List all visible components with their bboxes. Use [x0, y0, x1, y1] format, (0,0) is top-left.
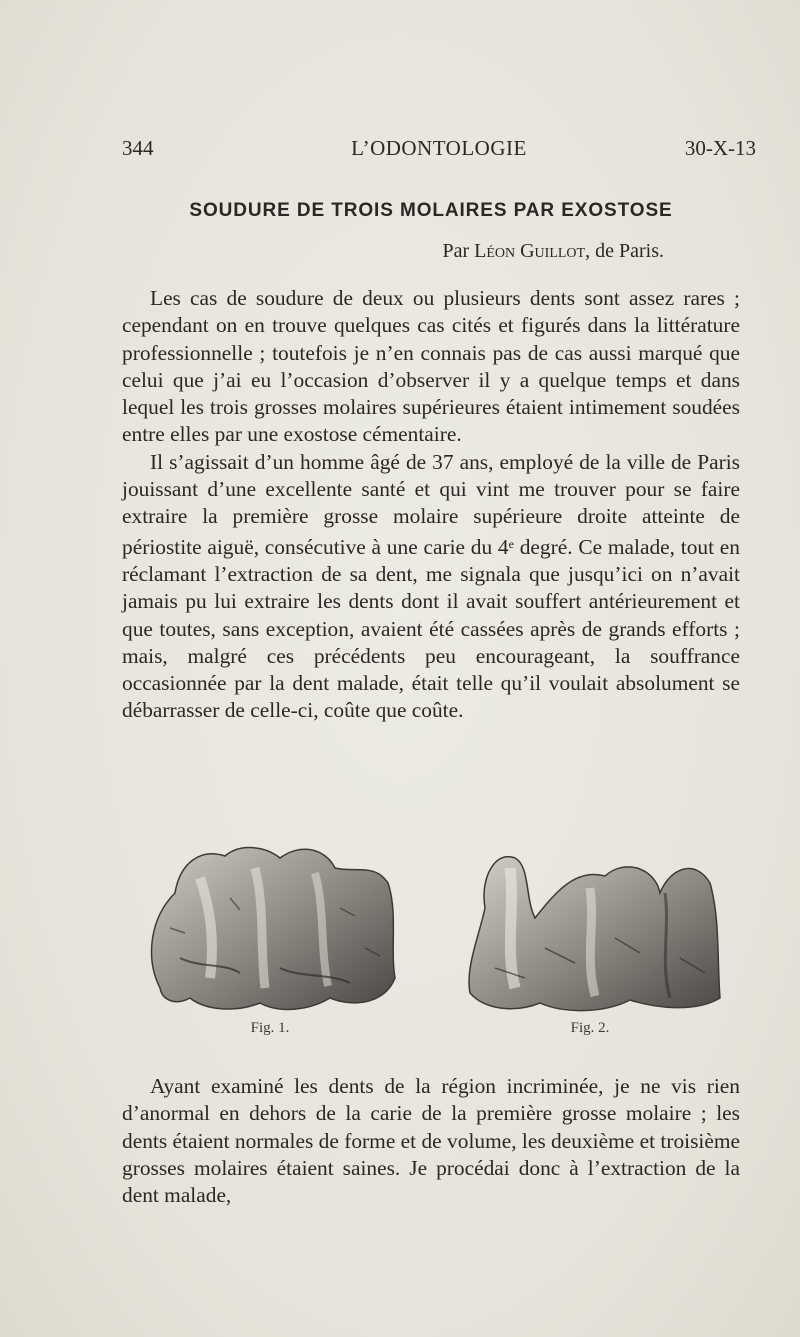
paragraph-3: Ayant examiné les dents de la région incriminée, je ne vis rien d’anormal en dehors de la carie de la première grosse molaire ; les dents étaient normales de forme et de volume, les deuxième et troisième grosses molaires étaient saines. Je procédai donc à l’extraction de la dent malade,: [122, 1074, 740, 1208]
body-text-bottom: [122, 1073, 740, 1209]
figure-2: [455, 838, 725, 1037]
byline: [122, 240, 756, 263]
figure-1: [140, 838, 400, 1037]
article-title: SOUDURE DE TROIS MOLAIRES PAR EXOSTOSE: [189, 200, 673, 221]
journal-title: L’ODONTOLOGIE: [351, 136, 527, 160]
paragraph-1: Les cas de soudure de deux ou plusieurs dents sont assez rares ; cependant on en trouve quelques cas cités et figurés dans la littérature professionnelle ; toutefois je n’en connais pas de cas aussi marqué que celui que j’ai eu l’occasion d’observer il y a quelque temps et dans lequel les trois grosses molaires supérieures étaient intimement soudées entre elles par une exostose cémentaire.: [122, 286, 740, 447]
molar-illustration-1: [140, 838, 400, 1018]
byline-prefix: Par: [442, 240, 470, 262]
author-name: Léon Guillot: [474, 240, 586, 262]
running-head: [122, 136, 756, 166]
paragraph-2-part-a: Il s’agissait d’un homme âgé de 37 ans, employé de la ville de Paris jouissant d’une excellente santé et qui vint me trouver pour se faire extraire la première grosse molaire supérieure droite atteinte de périostite aiguë, consécutive à une carie du 4: [122, 449, 740, 559]
page-number: 344: [122, 136, 154, 160]
issue-date: 30-X-13: [684, 136, 756, 160]
figure-1-caption: Fig. 1.: [250, 1020, 290, 1036]
paragraph-2-part-b: degré. Ce malade, tout en réclamant l’extraction de sa dent, me signala que jusqu’ici on n’avait jamais pu lui extraire les dents dont il avait souffert antérieurement et que toutes, sans exception, avaient été cassées après de grands efforts ; mais, malgré ces précédents peu encourageant, la souffrance occasionnée par la dent malade, était telle qu’il voulait absolument se débarrasser de celle-ci, coûte que coûte.: [122, 534, 740, 723]
byline-suffix: , de Paris.: [585, 240, 664, 262]
figure-row: [140, 838, 740, 1048]
figure-2-caption: Fig. 2.: [570, 1020, 610, 1036]
molar-illustration-2: [455, 838, 725, 1018]
body-text-top: [122, 285, 740, 725]
superscript-e: e: [508, 536, 514, 551]
paragraph-2: [122, 449, 740, 725]
